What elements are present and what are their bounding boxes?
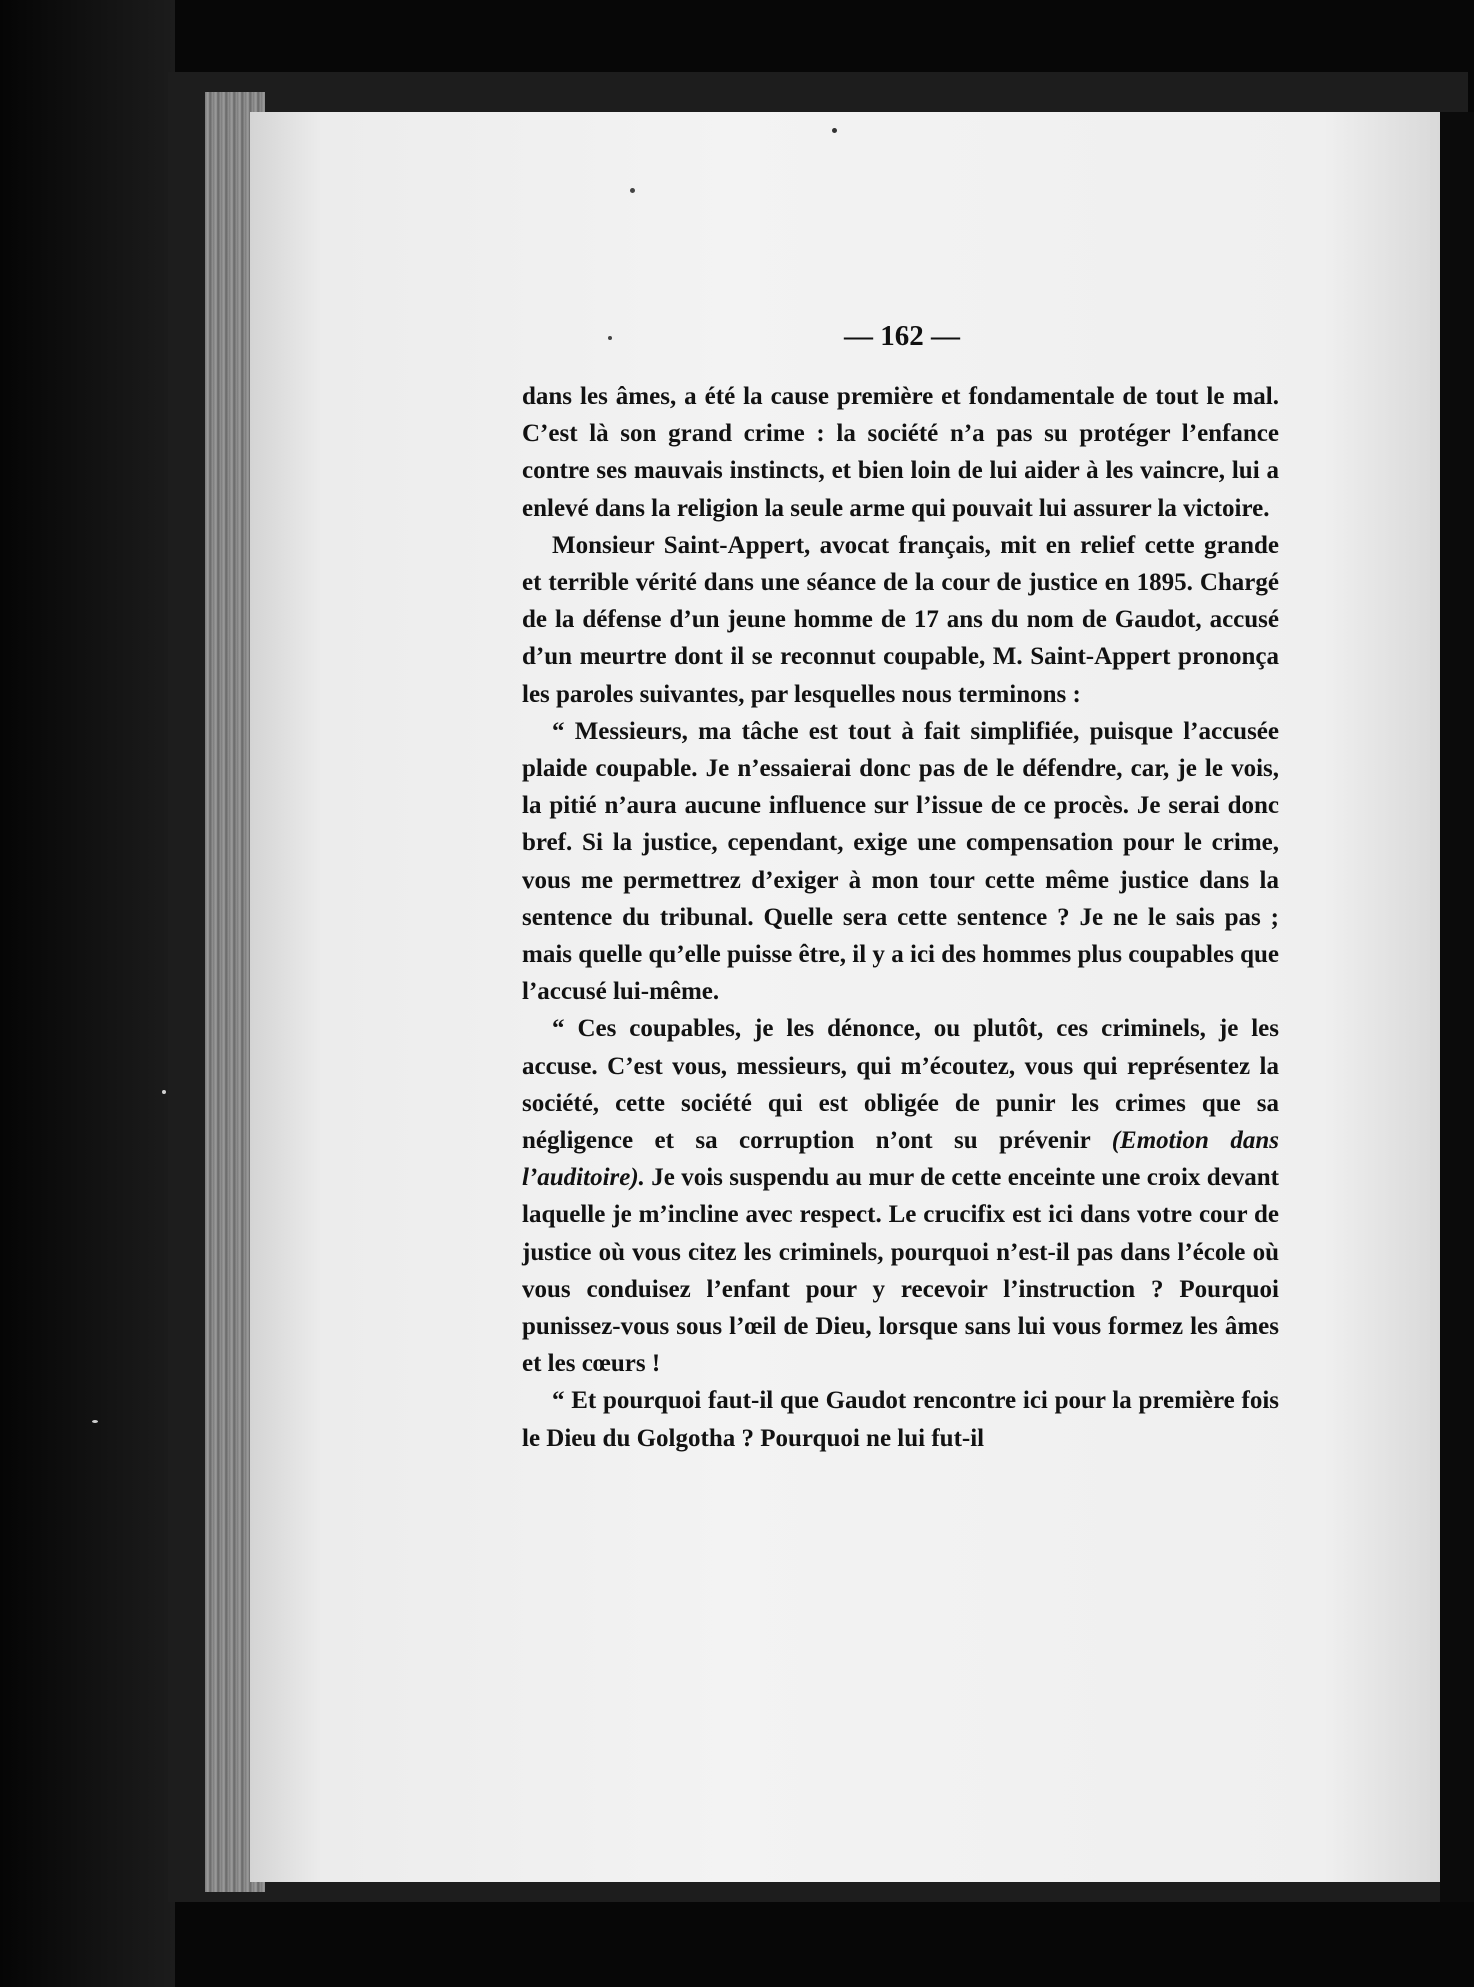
page-text-block <box>522 378 1279 1457</box>
scan-background-right <box>1440 112 1474 1902</box>
scan-speck <box>608 336 612 340</box>
paragraph-3: “ Messieurs, ma tâche est tout à fait simplifiée, puisque l’accusée plaide coupable. Je n’essaierai donc pas de le défendre, car, je le vois, la pitié n’aura aucune influence sur l’issue de ce procès. Je serai donc bref. Si la justice, cependant, exige une compensation pour le crime, vous me permettrez d’exiger à mon tour cette même justice dans la sentence du tribunal. Quelle sera cette sentence ? Je ne le sais pas ; mais quelle qu’elle puisse être, il y a ici des hommes plus coupables que l’accusé lui-même. <box>522 717 1279 1006</box>
scan-background-left <box>0 0 175 1987</box>
paragraph-4-text-before: “ Ces coupables, je les dénonce, ou plutôt, ces criminels, je les accuse. C’est vous, messieurs, qui m’écoutez, vous qui représentez la société, cette société qui est obligée de punir les crimes que sa négligence et sa corruption n’ont su prévenir <box>522 1015 1279 1155</box>
paragraph-4-text-after: Je vois suspendu au mur de cette enceinte une croix devant laquelle je m’incline avec respect. Le crucifix est ici dans votre cour de justice où vous citez les criminels, pourquoi n’est-il pas dans l’école où vous conduisez l’enfant pour y recevoir l’instruction ? Pourquoi punissez-vous sous l’œil de Dieu, lorsque sans lui vous formez les âmes et les cœurs ! <box>522 1164 1279 1378</box>
scan-speck <box>162 1090 166 1094</box>
scan-speck <box>630 188 635 193</box>
paragraph-2: Monsieur Saint-Appert, avocat français, mit en relief cette grande et terrible vérité dans une séance de la cour de justice en 1895. Chargé de la défense d’un jeune homme de 17 ans du nom de Gaudot, accusé d’un meurtre dont il se reconnut coupable, M. Saint-Appert prononça les paroles suivantes, par lesquelles nous terminons : <box>522 531 1279 708</box>
page-number: — 162 — <box>844 320 960 352</box>
paragraph-1: dans les âmes, a été la cause première et fondamentale de tout le mal. C’est là son grand crime : la société n’a pas su protéger l’enfance contre ses mauvais instincts, et bien loin de lui aider à les vaincre, lui a enlevé dans la religion la seule arme qui pouvait lui assurer la victoire. <box>522 383 1279 522</box>
scan-speck <box>92 1420 98 1423</box>
paragraph-4-italic-aside: (Emotion dans l’auditoire). <box>522 1127 1279 1192</box>
paragraph-5: “ Et pourquoi faut-il que Gaudot rencontre ici pour la première fois le Dieu du Golgotha ? Pourquoi ne lui fut-il <box>522 1387 1279 1452</box>
scan-speck <box>832 128 837 133</box>
paragraph-4 <box>522 1010 1279 1382</box>
